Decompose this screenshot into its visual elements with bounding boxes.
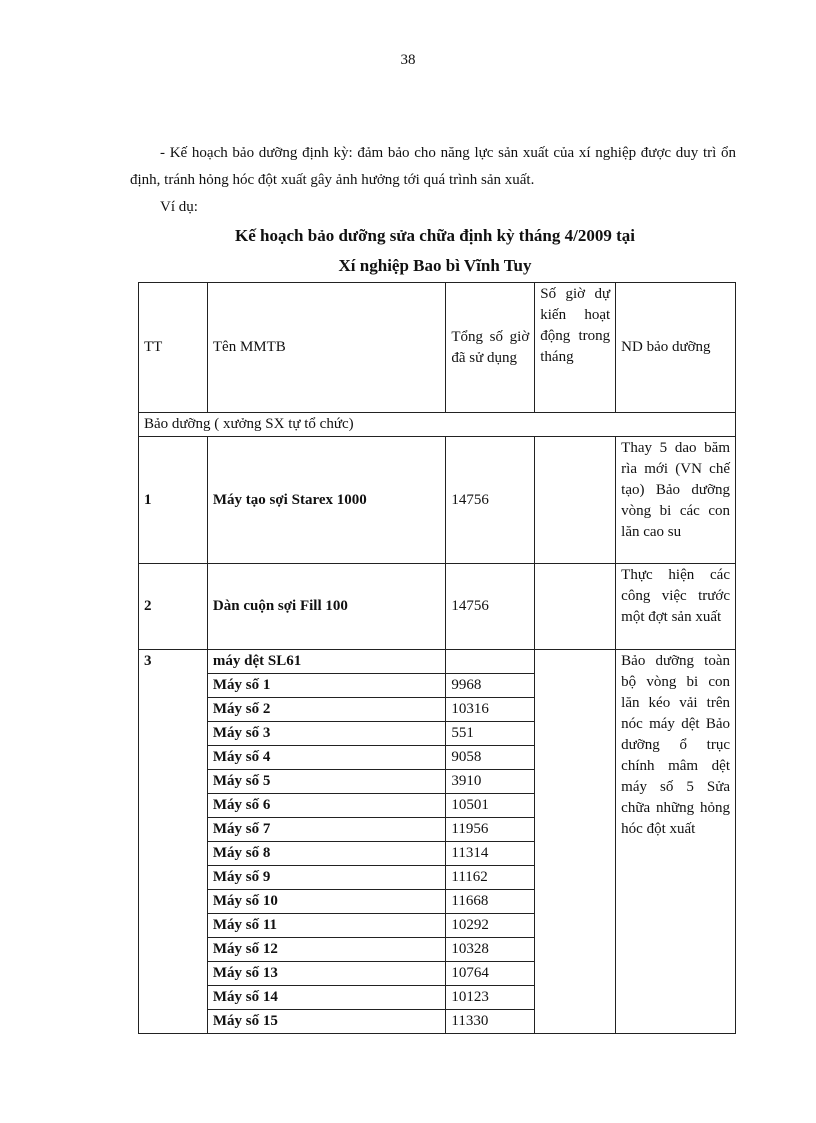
row-hours: 14756 — [446, 564, 535, 650]
machine-hours: 10316 — [446, 698, 535, 722]
machine-name: Máy số 10 — [207, 890, 446, 914]
machine-name: Máy số 8 — [207, 842, 446, 866]
machine-name: Máy số 6 — [207, 794, 446, 818]
row-planned — [535, 437, 616, 564]
machine-name: Máy số 12 — [207, 938, 446, 962]
machine-hours: 11314 — [446, 842, 535, 866]
machine-hours: 9968 — [446, 674, 535, 698]
section-row — [139, 413, 736, 437]
machine-hours: 11668 — [446, 890, 535, 914]
machine-hours: 3910 — [446, 770, 535, 794]
machine-hours: 551 — [446, 722, 535, 746]
machine-hours: 11956 — [446, 818, 535, 842]
machine-name: Máy số 2 — [207, 698, 446, 722]
page-number: 38 — [400, 52, 416, 68]
group-tt: 3 — [139, 650, 208, 1034]
machine-name: Máy số 7 — [207, 818, 446, 842]
machine-name: Máy số 15 — [207, 1010, 446, 1034]
machine-hours: 11162 — [446, 866, 535, 890]
machine-name: Máy số 3 — [207, 722, 446, 746]
row-content: Thực hiện các công việc trước một đợt sản xuất — [616, 564, 736, 650]
machine-name: Máy số 13 — [207, 962, 446, 986]
machine-name: Máy số 14 — [207, 986, 446, 1010]
row-tt: 1 — [139, 437, 208, 564]
row-planned — [535, 564, 616, 650]
machine-hours: 10501 — [446, 794, 535, 818]
document-title-line-2: Xí nghiệp Bao bì Vĩnh Tuy — [338, 256, 532, 275]
row-machine-name: Dàn cuộn sợi Fill 100 — [207, 564, 446, 650]
table-row — [139, 437, 736, 564]
machine-name: Máy số 1 — [207, 674, 446, 698]
row-machine-name: Máy tạo sợi Starex 1000 — [207, 437, 446, 564]
header-name: Tên MMTB — [207, 283, 446, 413]
table-row — [139, 564, 736, 650]
machine-name: Máy số 4 — [207, 746, 446, 770]
group-hours — [446, 650, 535, 674]
table-header-row — [139, 283, 736, 413]
machine-name: Máy số 9 — [207, 866, 446, 890]
row-tt: 2 — [139, 564, 208, 650]
machine-name: Máy số 11 — [207, 914, 446, 938]
machine-hours: 10764 — [446, 962, 535, 986]
header-planned-hours: Số giờ dự kiến hoạt động trong tháng — [535, 283, 616, 413]
machine-hours: 10328 — [446, 938, 535, 962]
section-label: Bảo dưỡng ( xưởng SX tự tổ chức) — [139, 413, 736, 437]
header-hours-used: Tổng số giờ đã sử dụng — [446, 283, 535, 413]
group-content: Bảo dưỡng toàn bộ vòng bi con lăn kéo vải trên nóc máy dệt Bảo dưỡng ổ trục chính mâm dệt máy số 5 Sửa chữa những hỏng hóc đột xuất — [616, 650, 736, 1034]
machine-name: Máy số 5 — [207, 770, 446, 794]
header-tt: TT — [139, 283, 208, 413]
machine-hours: 11330 — [446, 1010, 535, 1034]
group-header-row — [139, 650, 736, 674]
row-content: Thay 5 dao băm rìa mới (VN chế tạo) Bảo dưỡng vòng bi các con lăn cao su — [616, 437, 736, 564]
machine-hours: 9058 — [446, 746, 535, 770]
example-label: Ví dụ: — [160, 199, 198, 215]
machine-hours: 10292 — [446, 914, 535, 938]
document-title-line-1: Kế hoạch bảo dưỡng sửa chữa định kỳ tháng 4/2009 tại — [235, 226, 635, 245]
group-planned — [535, 650, 616, 1034]
header-content: ND bảo dưỡng — [616, 283, 736, 413]
machine-hours: 10123 — [446, 986, 535, 1010]
maintenance-plan-table — [138, 282, 736, 1034]
intro-paragraph: - Kế hoạch bảo dưỡng định kỳ: đảm bảo cho năng lực sản xuất của xí nghiệp được duy trì ổn định, tránh hỏng hóc đột xuất gây ảnh hưởng tới quá trình sản xuất. — [130, 145, 736, 188]
row-hours: 14756 — [446, 437, 535, 564]
group-name: máy dệt SL61 — [207, 650, 446, 674]
